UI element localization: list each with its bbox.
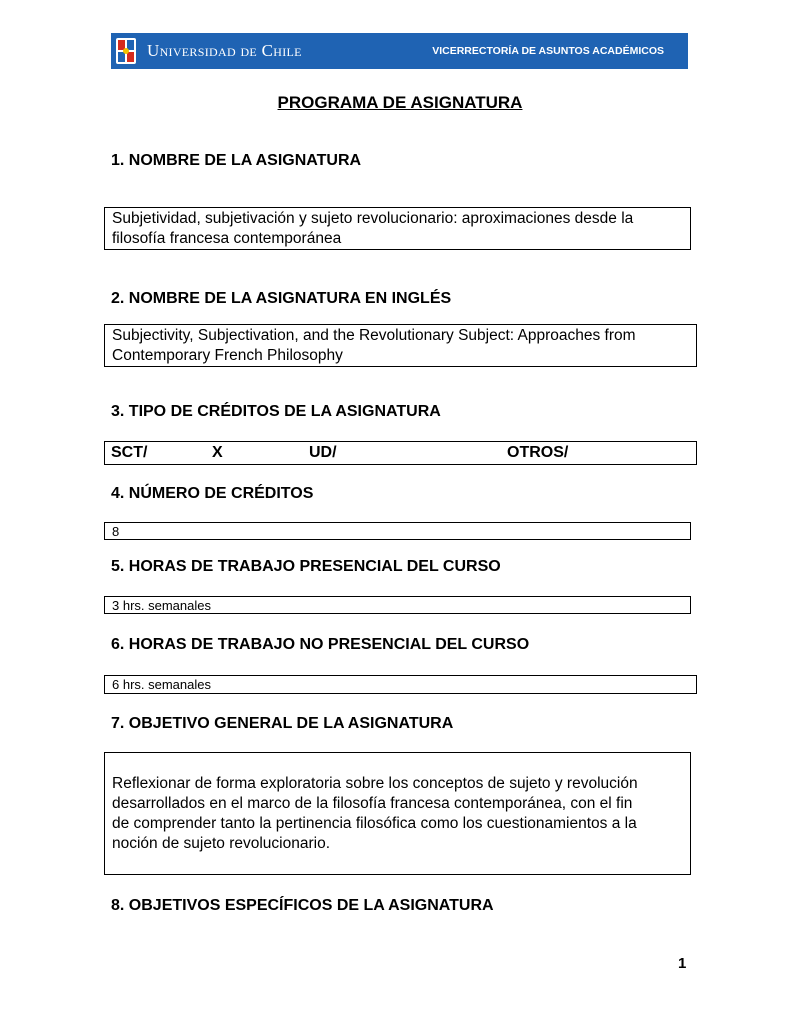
english-name-line: Subjectivity, Subjectivation, and the Revolutionary Subject: Approaches from <box>112 327 636 344</box>
independent-hours-box <box>104 675 697 694</box>
section-heading-specific-objectives: 8. OBJETIVOS ESPECÍFICOS DE LA ASIGNATURA <box>111 897 494 914</box>
general-objective-box <box>104 752 691 875</box>
general-objective-line: de comprender tanto la pertinencia filosófica como los cuestionamientos a la <box>112 815 637 832</box>
credit-type-sct-mark: X <box>212 444 223 461</box>
credit-number-box <box>104 522 691 540</box>
vice-rectorate-label: VICERRECTORÍA DE ASUNTOS ACADÉMICOS <box>432 45 664 57</box>
university-crest-icon <box>115 36 137 66</box>
credit-type-otros: OTROS/ <box>507 444 569 461</box>
section-heading-independent-hours: 6. HORAS DE TRABAJO NO PRESENCIAL DEL CURSO <box>111 636 530 653</box>
course-name-line: filosofía francesa contemporánea <box>112 230 342 247</box>
credit-type-ud: UD/ <box>309 444 337 461</box>
header-banner <box>111 33 688 69</box>
general-objective-line: desarrollados en el marco de la filosofía francesa contemporánea, con el fin <box>112 795 633 812</box>
section-heading-credit-number: 4. NÚMERO DE CRÉDITOS <box>111 485 314 502</box>
university-name: Universidad de Chile <box>147 41 302 60</box>
course-name-box <box>104 207 691 250</box>
contact-hours-box <box>104 596 691 614</box>
section-heading-english-name: 2. NOMBRE DE LA ASIGNATURA EN INGLÉS <box>111 290 452 307</box>
english-name-box <box>104 324 697 367</box>
university-brand <box>111 33 302 69</box>
contact-hours-value: 3 hrs. semanales <box>112 598 211 613</box>
page-number: 1 <box>678 955 687 972</box>
section-heading-contact-hours: 5. HORAS DE TRABAJO PRESENCIAL DEL CURSO <box>111 558 501 575</box>
section-heading-course-name: 1. NOMBRE DE LA ASIGNATURA <box>111 152 362 169</box>
credit-number-value: 8 <box>112 524 120 539</box>
general-objective-line: noción de sujeto revolucionario. <box>112 835 330 852</box>
section-heading-credit-type: 3. TIPO DE CRÉDITOS DE LA ASIGNATURA <box>111 403 441 420</box>
english-name-line: Contemporary French Philosophy <box>112 347 343 364</box>
course-name-line: Subjetividad, subjetivación y sujeto revolucionario: aproximaciones desde la <box>112 210 634 227</box>
credit-type-box <box>104 441 697 465</box>
general-objective-line: Reflexionar de forma exploratoria sobre los conceptos de sujeto y revolución <box>112 775 638 792</box>
document-title: PROGRAMA DE ASIGNATURA <box>277 93 523 112</box>
independent-hours-value: 6 hrs. semanales <box>112 677 211 692</box>
section-heading-general-objective: 7. OBJETIVO GENERAL DE LA ASIGNATURA <box>111 715 454 732</box>
credit-type-sct: SCT/ <box>111 444 148 461</box>
